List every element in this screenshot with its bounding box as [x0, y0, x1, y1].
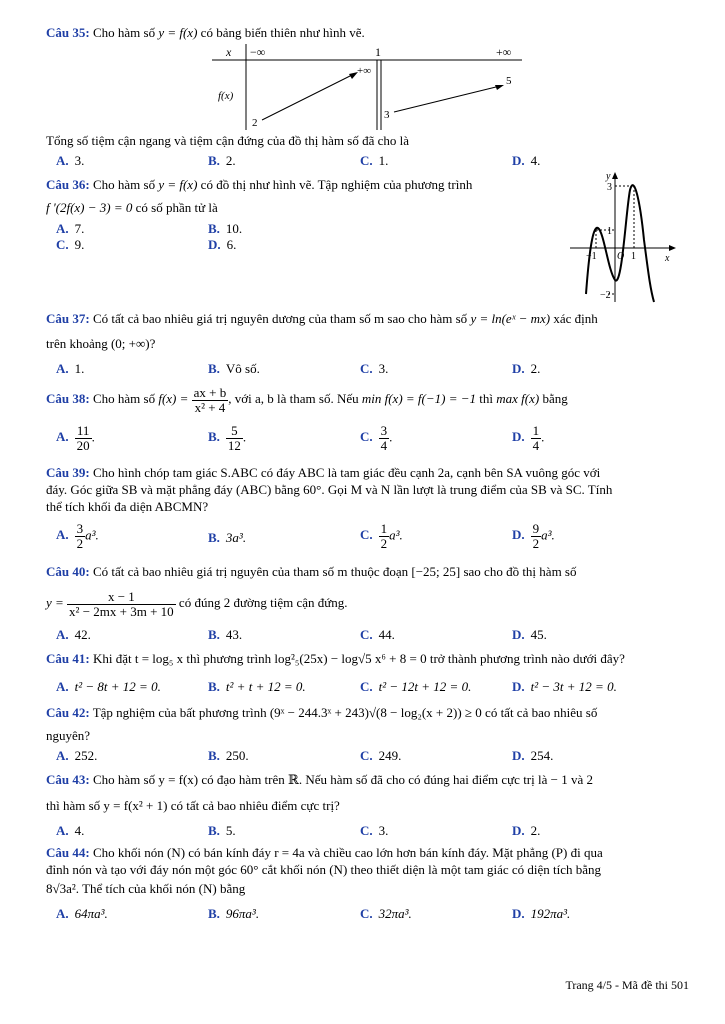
- q38-option-a[interactable]: A. $\frac{11}{20}$ .: [56, 423, 95, 453]
- q43-option-a[interactable]: A. 4.: [56, 823, 85, 838]
- q44-option-c[interactable]: C. 32πa³.: [360, 906, 412, 921]
- q36-option-d[interactable]: D. 6.: [208, 237, 237, 252]
- svg-text:+∞: +∞: [357, 65, 372, 77]
- q37-stem: Câu 37: Có tất cả bao nhiêu giá trị nguyên dương của tham số m sao cho hàm số y = ln(eˣ − mx) xác định: [46, 311, 598, 326]
- variation-table: [212, 44, 522, 130]
- q40-label: Câu 40:: [46, 564, 90, 579]
- q40-fraction: $\frac{x - 1}{\text{x² − 2mx + 3m + 10}}$: [69, 588, 174, 619]
- q39-stem: Câu 39: Cho hình chóp tam giác S.ABC có đáy ABC là tam giác đều cạnh 2a, cạnh bên SA vuông góc với: [46, 465, 601, 480]
- q44-stem-2: đỉnh nón và tạo với đáy nón một góc 60° cắt khối nón (N) theo thiết diện là một tam giác có diện tích bằng: [46, 862, 602, 877]
- tbl-fx-label: f(x): [218, 90, 234, 102]
- q42-stem-2: nguyên?: [46, 728, 91, 743]
- tbl-x-label: x: [226, 45, 232, 59]
- svg-text:+∞: +∞: [496, 45, 512, 59]
- q36-option-b[interactable]: B. 10.: [208, 221, 243, 236]
- q39-options: [46, 522, 666, 556]
- q39-stem-3: thể tích khối đa diện ABCMN?: [46, 499, 209, 514]
- q43-option-b[interactable]: B. 5.: [208, 823, 236, 838]
- q38-stem: Câu 38: Cho hàm số f(x) = $\frac{ax + b}{\text{x² + 4}}$ , với a, b là tham số. Nếu min f(x) = f(−1) = −1 thì max f(x) bằng: [46, 384, 568, 415]
- q40-stem: Câu 40: Có tất cả bao nhiêu giá trị nguyên của tham số m thuộc đoạn [−25; 25] sao cho đồ thị hàm số: [46, 564, 577, 579]
- q44-option-b[interactable]: B. 96πa³.: [208, 906, 260, 921]
- q40-option-b[interactable]: B. 43.: [208, 627, 243, 642]
- q37-option-b[interactable]: B. Vô số.: [208, 361, 260, 376]
- q36-stem-2: f '(2f(x) − 3) = 0 có số phần tử là: [46, 200, 218, 215]
- function-graph: [568, 170, 678, 305]
- svg-text:−∞: −∞: [250, 45, 266, 59]
- q41-option-a[interactable]: A. t² − 8t + 12 = 0.: [56, 679, 161, 694]
- q36-option-a[interactable]: A. 7.: [56, 221, 85, 236]
- svg-text:2: 2: [252, 117, 258, 129]
- q35-option-b[interactable]: B. 2.: [208, 153, 236, 168]
- q37-stem-2: trên khoảng (0; +∞)?: [46, 336, 156, 351]
- q37-option-a[interactable]: A. 1.: [56, 361, 85, 376]
- q37-option-c[interactable]: C. 3.: [360, 361, 389, 376]
- svg-text:1: 1: [607, 226, 612, 237]
- q41-option-b[interactable]: B. t² + t + 12 = 0.: [208, 679, 306, 694]
- svg-text:−2: −2: [600, 290, 611, 301]
- q42-stem: Câu 42: Tập nghiệm của bất phương trình (9ˣ − 244.3ˣ + 243)√(8 − log₂(x + 2)) ≥ 0 có tất cả bao nhiêu số: [46, 705, 598, 720]
- q44-option-a[interactable]: A. 64πa³.: [56, 906, 108, 921]
- q37-label: Câu 37:: [46, 311, 90, 326]
- q38-options: [46, 424, 666, 458]
- q38-option-d[interactable]: D. $\frac{1}{4}$ .: [512, 423, 545, 453]
- q42-option-b[interactable]: B. 250.: [208, 748, 249, 763]
- q42-option-d[interactable]: D. 254.: [512, 748, 554, 763]
- svg-text:1: 1: [375, 45, 381, 59]
- q43-label: Câu 43:: [46, 772, 90, 787]
- q35-label: Câu 35:: [46, 25, 90, 40]
- svg-text:3: 3: [384, 109, 390, 121]
- q38-option-c[interactable]: C. $\frac{3}{4}$ .: [360, 423, 393, 453]
- q39-option-c[interactable]: C. $\frac{1}{2}$ a³.: [360, 521, 403, 551]
- q35-question: Tổng số tiệm cận ngang và tiệm cận đứng của đồ thị hàm số đã cho là: [46, 133, 410, 148]
- q38-label: Câu 38:: [46, 391, 90, 406]
- svg-text:y: y: [606, 171, 611, 182]
- q39-stem-2: đáy. Góc giữa SB và mặt phẳng đáy (ABC) bằng 60°. Gọi M và N lần lượt là trung điểm của SB và SC. Tính: [46, 482, 613, 497]
- svg-text:3: 3: [607, 182, 612, 193]
- page-footer: Trang 4/5 - Mã đề thi 501: [565, 978, 689, 992]
- q43-option-d[interactable]: D. 2.: [512, 823, 541, 838]
- q41-stem: Câu 41: Khi đặt t = log₅ x thì phương trình log²₅(25x) − log√5 x⁶ + 8 = 0 trở thành phương trình nào dưới đây?: [46, 651, 625, 666]
- q39-option-a[interactable]: A. $\frac{3}{2}$ a³.: [56, 521, 99, 551]
- q41-label: Câu 41:: [46, 651, 90, 666]
- q42-option-a[interactable]: A. 252.: [56, 748, 98, 763]
- q40-option-d[interactable]: D. 45.: [512, 627, 547, 642]
- svg-text:5: 5: [506, 75, 512, 87]
- q40-option-a[interactable]: A. 42.: [56, 627, 91, 642]
- q40-stem-2: y = $\frac{x - 1}{\text{x² − 2mx + 3m + 10}}$ có đúng 2 đường tiệm cận đứng.: [46, 588, 348, 619]
- q35-stem: Câu 35: Cho hàm số y = f(x) có bảng biến thiên như hình vẽ.: [46, 25, 365, 40]
- q35-option-d[interactable]: D. 4.: [512, 153, 541, 168]
- q44-label: Câu 44:: [46, 845, 90, 860]
- q35-option-c[interactable]: C. 1.: [360, 153, 389, 168]
- q44-option-d[interactable]: D. 192πa³.: [512, 906, 571, 921]
- q41-option-d[interactable]: D. t² − 3t + 12 = 0.: [512, 679, 617, 694]
- svg-text:x: x: [665, 253, 670, 264]
- q44-stem: Câu 44: Cho khối nón (N) có bán kính đáy r = 4a và chiều cao lớn hơn bán kính đáy. Mặt phẳng (P) đi qua: [46, 845, 603, 860]
- svg-text:1: 1: [631, 251, 636, 262]
- q41-option-c[interactable]: C. t² − 12t + 12 = 0.: [360, 679, 472, 694]
- q43-stem-2: thì hàm số y = f(x² + 1) có tất cả bao nhiêu điểm cực trị?: [46, 798, 340, 813]
- q43-option-c[interactable]: C. 3.: [360, 823, 389, 838]
- q40-option-c[interactable]: C. 44.: [360, 627, 395, 642]
- q42-label: Câu 42:: [46, 705, 90, 720]
- q42-option-c[interactable]: C. 249.: [360, 748, 402, 763]
- q39-option-d[interactable]: D. $\frac{9}{2}$ a³.: [512, 521, 555, 551]
- q35-option-a[interactable]: A. 3.: [56, 153, 85, 168]
- svg-text:O: O: [617, 251, 625, 262]
- q36-stem: Câu 36: Cho hàm số y = f(x) có đồ thị như hình vẽ. Tập nghiệm của phương trình: [46, 177, 473, 192]
- q38-fraction: $\frac{ax + b}{\text{x² + 4}}$: [193, 384, 227, 415]
- q39-option-b[interactable]: B. 3a³.: [208, 530, 247, 545]
- q37-option-d[interactable]: D. 2.: [512, 361, 541, 376]
- q36-option-c[interactable]: C. 9.: [56, 237, 85, 252]
- q39-label: Câu 39:: [46, 465, 90, 480]
- q36-label: Câu 36:: [46, 177, 90, 192]
- q43-stem: Câu 43: Cho hàm số y = f(x) có đạo hàm trên ℝ. Nếu hàm số đã cho có đúng hai điểm cực trị là − 1 và 2: [46, 772, 593, 787]
- svg-text:−1: −1: [586, 251, 597, 262]
- q44-stem-3: 8√3a². Thể tích của khối nón (N) bằng: [46, 881, 246, 896]
- q38-option-b[interactable]: B. $\frac{5}{12}$ .: [208, 423, 247, 453]
